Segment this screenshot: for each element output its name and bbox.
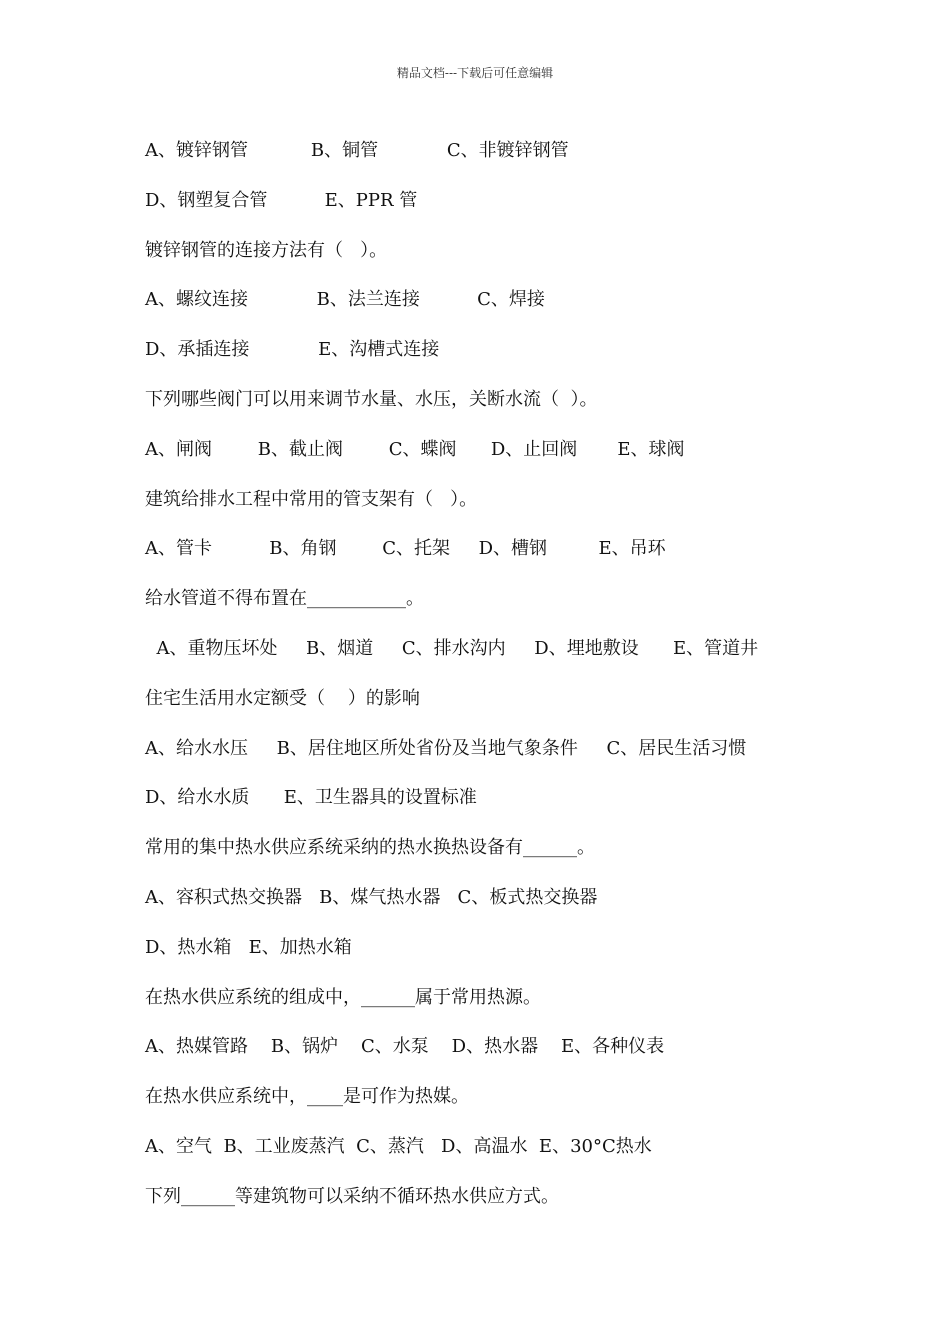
text-line: 在热水供应系统中，____是可作为热媒。 xyxy=(145,1086,469,1107)
text-line: 建筑给排水工程中常用的管支架有（ ）。 xyxy=(145,489,478,510)
text-line: 镀锌钢管的连接方法有（ ）。 xyxy=(145,240,388,261)
text-line: A、重物压坏处 B、烟道 C、排水沟内 D、埋地敷设 E、管道井 xyxy=(145,638,759,659)
text-line: D、钢塑复合管 E、PPR 管 xyxy=(145,190,418,211)
text-line: 下列哪些阀门可以用来调节水量、水压，关断水流（ ）。 xyxy=(145,389,598,410)
text-line: 给水管道不得布置在___________。 xyxy=(145,588,424,609)
text-line: A、给水水压 B、居住地区所处省份及当地气象条件 C、居民生活习惯 xyxy=(145,738,747,759)
text-line: A、空气 B、工业废蒸汽 C、蒸汽 D、高温水 E、30°C热水 xyxy=(145,1136,652,1157)
text-line: 在热水供应系统的组成中，______属于常用热源。 xyxy=(145,987,541,1008)
text-line: 住宅生活用水定额受（ ）的影响 xyxy=(145,688,420,709)
page-header: 精品文档---下载后可任意编辑 xyxy=(396,66,554,80)
text-line: A、热媒管路 B、锅炉 C、水泵 D、热水器 E、各种仪表 xyxy=(145,1036,665,1057)
text-line: D、承插连接 E、沟槽式连接 xyxy=(145,339,440,360)
text-line: A、闸阀 B、截止阀 C、蝶阀 D、止回阀 E、球阀 xyxy=(145,439,685,460)
text-line: A、镀锌钢管 B、铜管 C、非镀锌钢管 xyxy=(145,140,569,161)
text-line: A、螺纹连接 B、法兰连接 C、焊接 xyxy=(145,289,545,310)
text-line: D、热水箱 E、加热水箱 xyxy=(145,937,352,958)
text-line: 下列______等建筑物可以采纳不循环热水供应方式。 xyxy=(145,1186,559,1207)
text-line: A、容积式热交换器 B、煤气热水器 C、板式热交换器 xyxy=(145,887,598,908)
text-line: A、管卡 B、角钢 C、托架 D、槽钢 E、吊环 xyxy=(145,538,666,559)
text-line: 常用的集中热水供应系统采纳的热水换热设备有______。 xyxy=(145,837,595,858)
text-line: D、给水水质 E、卫生器具的设置标准 xyxy=(145,787,477,808)
